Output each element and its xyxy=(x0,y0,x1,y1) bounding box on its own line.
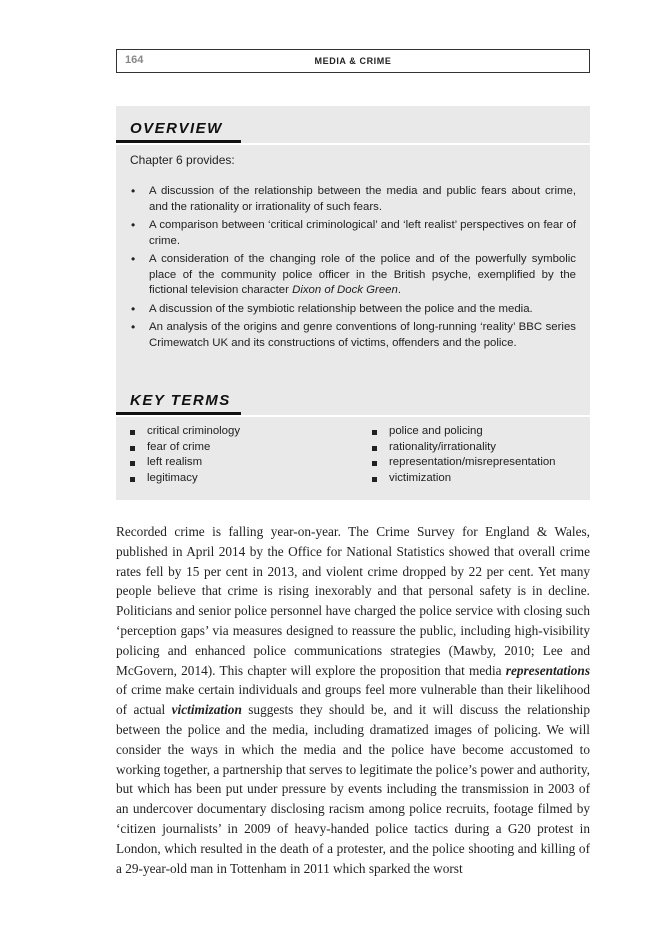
key-term-inline: victimization xyxy=(171,702,242,718)
key-term-text: rationality/irrationality xyxy=(389,440,496,453)
key-term-text: representation/misrepresentation xyxy=(389,456,556,469)
overview-box xyxy=(116,106,590,389)
key-term xyxy=(130,455,240,471)
overview-bullet-list xyxy=(130,184,576,354)
overview-bullet xyxy=(130,320,576,351)
key-terms-divider xyxy=(116,415,590,417)
key-term-inline: representations xyxy=(505,662,590,678)
overview-intro: Chapter 6 provides: xyxy=(130,153,235,167)
square-bullet-icon xyxy=(130,461,135,466)
overview-title: OVERVIEW xyxy=(130,120,223,137)
bullet-icon: • xyxy=(131,184,136,198)
overview-bullet-text: A consideration of the changing role of the police and of the powerfully symbolic place of the community police officer in the British psyche, exemplified by the fictional television character xyxy=(149,253,576,296)
square-bullet-icon xyxy=(130,477,135,482)
key-terms-left-column xyxy=(130,424,240,486)
body-text-segment: Recorded crime is falling year-on-year. The Crime Survey for England & Wales, published in April 2014 by the Office for National Statistics showed that overall crime rates fell by 15 per cent in 2013, and violent crime dropped by 22 per cent. Yet many people believe that crime is rising inexorably and that personal safety is in decline. Politicians and senior police personnel have charged the police service with closing such ‘perception gaps’ via measures designed to reassure the public, including high-visibility policing and enhanced police communications strategies (Mawby, 2010; Lee and McGovern, 2014). This chapter will explore the proposition that media xyxy=(116,524,590,678)
square-bullet-icon xyxy=(130,430,135,435)
tv-character-title: Dixon of Dock Green xyxy=(292,284,398,296)
bullet-icon: • xyxy=(131,218,136,232)
key-terms-box xyxy=(116,389,590,500)
overview-bullet xyxy=(130,302,576,318)
key-term-text: left realism xyxy=(147,456,203,469)
square-bullet-icon xyxy=(130,446,135,451)
key-terms-right-column xyxy=(372,424,556,486)
body-paragraph xyxy=(116,522,590,878)
key-term xyxy=(372,471,556,487)
overview-divider xyxy=(116,143,590,145)
bullet-icon: • xyxy=(131,301,136,316)
body-text-segment: of crime make certain individuals and groups feel more vulnerable than their likelihood of actual xyxy=(116,682,590,718)
overview-bullet-text: An analysis of the origins and genre conventions of long-running ‘reality’ BBC series Crimewatch UK and its constructions of victims, offenders and the police. xyxy=(149,321,576,349)
key-term xyxy=(130,471,240,487)
overview-bullet-text: . xyxy=(397,284,401,296)
overview-bullet xyxy=(130,218,576,249)
square-bullet-icon xyxy=(372,446,377,451)
overview-bullet xyxy=(130,184,576,215)
body-text-segment: suggests they should be, and it will discuss the relationship between the police and the media, including dramatized images of policing. We will consider the ways in which the media and the police have become accustomed to working together, a partnership that serves to legitimate the police’s power and authority, but which has been put under pressure by events including the transmission in 2003 of an undercover documentary disclosing racism among police recruits, footage filmed by ‘citizen journalists’ in 2009 of heavy-handed police tactics during a G20 protest in London, which resulted in the death of a protester, and the police shooting and killing of a 29-year-old man in Tottenham in 2011 which sparked the worst xyxy=(116,702,591,876)
running-header xyxy=(116,49,590,73)
running-head-title: MEDIA & CRIME xyxy=(314,56,392,66)
overview-bullet-text: A discussion of the relationship between the media and public fears about crime, and the rationality or irrationality of such fears. xyxy=(149,185,576,213)
square-bullet-icon xyxy=(372,461,377,466)
overview-bullet-text: A discussion of the symbiotic relationship between the police and the media. xyxy=(149,302,533,315)
page-number: 164 xyxy=(125,54,144,66)
key-term xyxy=(372,455,556,471)
key-term-text: critical criminology xyxy=(147,425,241,437)
key-term-text: legitimacy xyxy=(147,471,198,484)
key-term-text: fear of crime xyxy=(147,440,211,453)
key-terms-title: KEY TERMS xyxy=(130,392,231,409)
square-bullet-icon xyxy=(372,477,377,482)
key-term xyxy=(372,440,556,456)
key-term-text: police and policing xyxy=(389,425,483,437)
square-bullet-icon xyxy=(372,430,377,435)
bullet-icon: • xyxy=(131,320,136,334)
key-term xyxy=(130,440,240,456)
bullet-icon: • xyxy=(131,252,136,266)
key-term xyxy=(372,424,556,440)
key-term-text: victimization xyxy=(389,471,452,484)
key-term xyxy=(130,424,240,440)
overview-bullet xyxy=(130,252,576,299)
overview-bullet-text: A comparison between ‘critical criminological’ and ‘left realist’ perspectives on fear of crime. xyxy=(149,219,576,247)
